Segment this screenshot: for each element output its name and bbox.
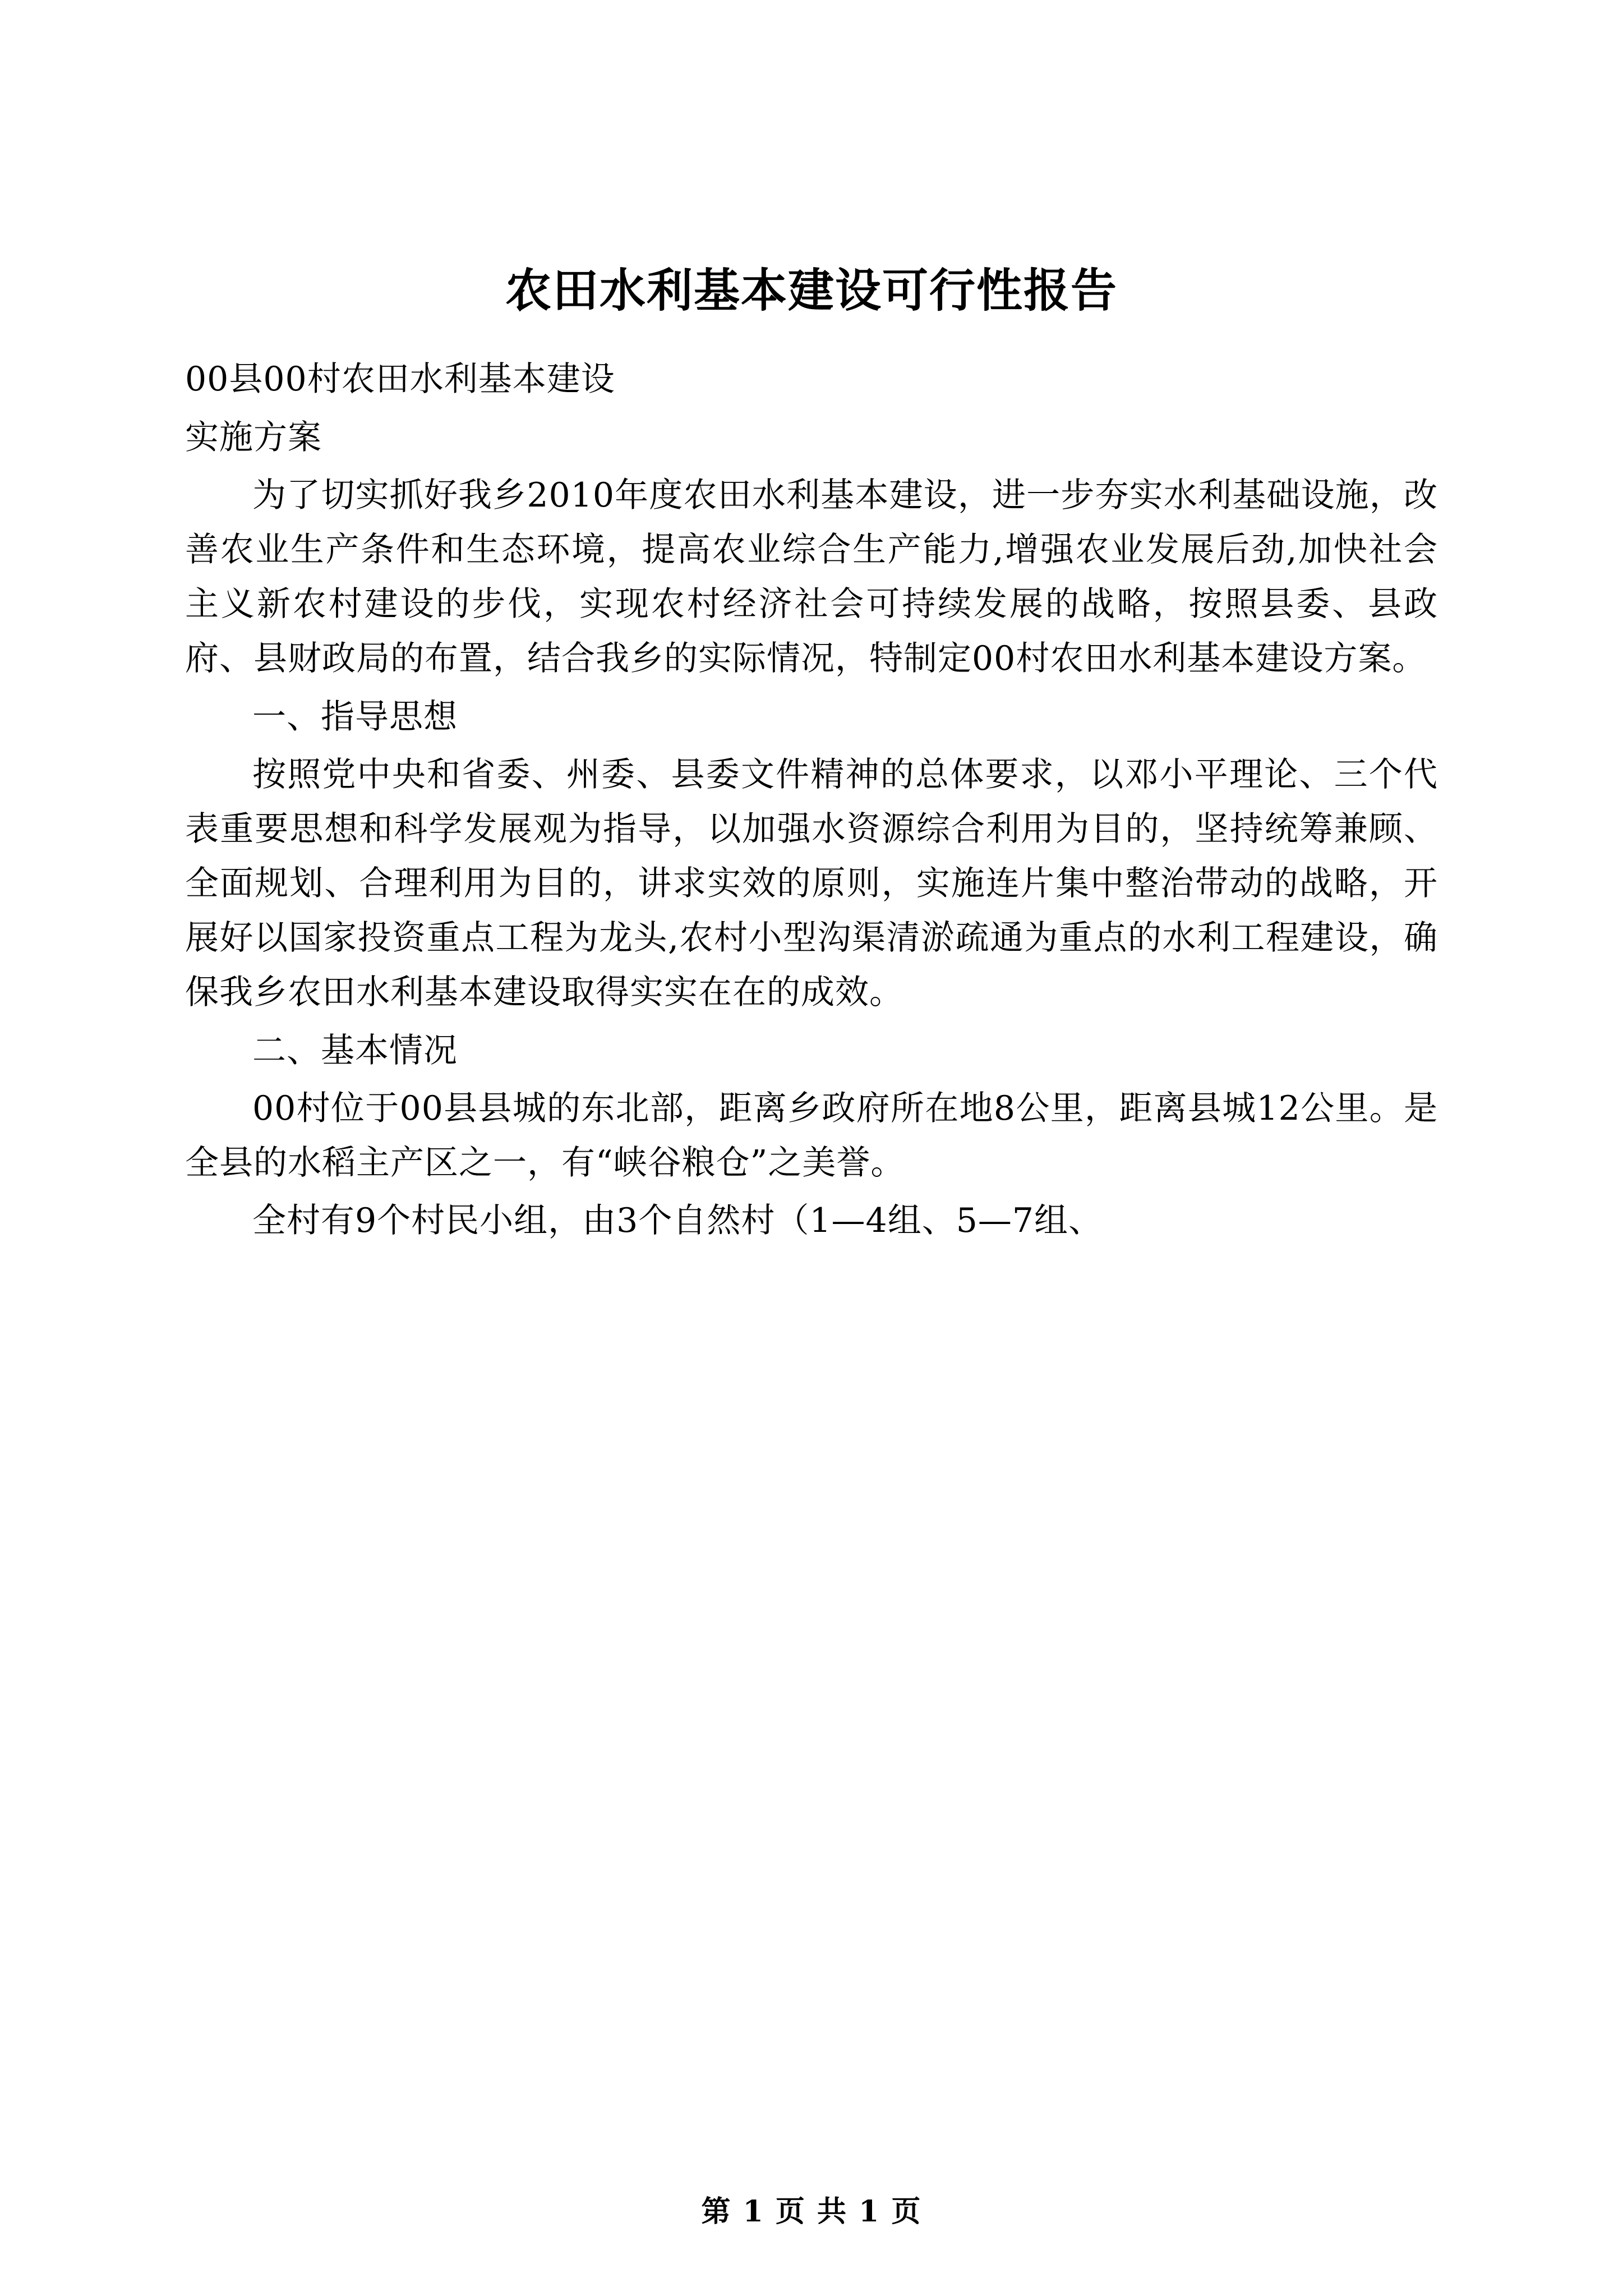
paragraph-subtitle-2: 实施方案 — [185, 417, 322, 457]
paragraph-basic-situation: 00村位于00县县城的东北部，距离乡政府所在地8公里，距离县城12公里。是全县的水稻主产区之一，有“峡谷粮仓”之美誉。 — [185, 1088, 1438, 1183]
page-title: 农田水利基本建设可行性报告 — [505, 264, 1118, 318]
paragraph-guiding-ideology: 按照党中央和省委、州委、县委文件精神的总体要求，以邓小平理论、三个代表重要思想和科学发展观为指导，以加强水资源综合利用为目的，坚持统筹兼顾、全面规划、合理利用为目的，讲求实效的原则，实施连片集中整治带动的战略，开展好以国家投资重点工程为龙头,农村小型沟渠清淤疏通为重点的水利工程建设，确保我乡农田水利基本建设取得实实在在的成效。 — [185, 754, 1438, 1013]
paragraph-intro: 为了切实抓好我乡2010年度农田水利基本建设，进一步夯实水利基础设施，改善农业生产条件和生态环境，提高农业综合生产能力,增强农业发展后劲,加快社会主义新农村建设的步伐，实现农村经济社会可持续发展的战略，按照县委、县政府、县财政局的布置，结合我乡的实际情况，特制定00村农田水利基本建设方案。 — [185, 475, 1438, 679]
paragraph-subtitle-1: 00县00村农田水利基本建设 — [185, 360, 615, 399]
paragraph-village-groups: 全村有9个村民小组，由3个自然村（1—4组、5—7组、 — [252, 1201, 1103, 1241]
section-heading-1: 一、指导思想 — [252, 697, 458, 737]
section-heading-2: 二、基本情况 — [252, 1030, 458, 1070]
page-footer: 第 1 页 共 1 页 — [701, 2194, 922, 2229]
